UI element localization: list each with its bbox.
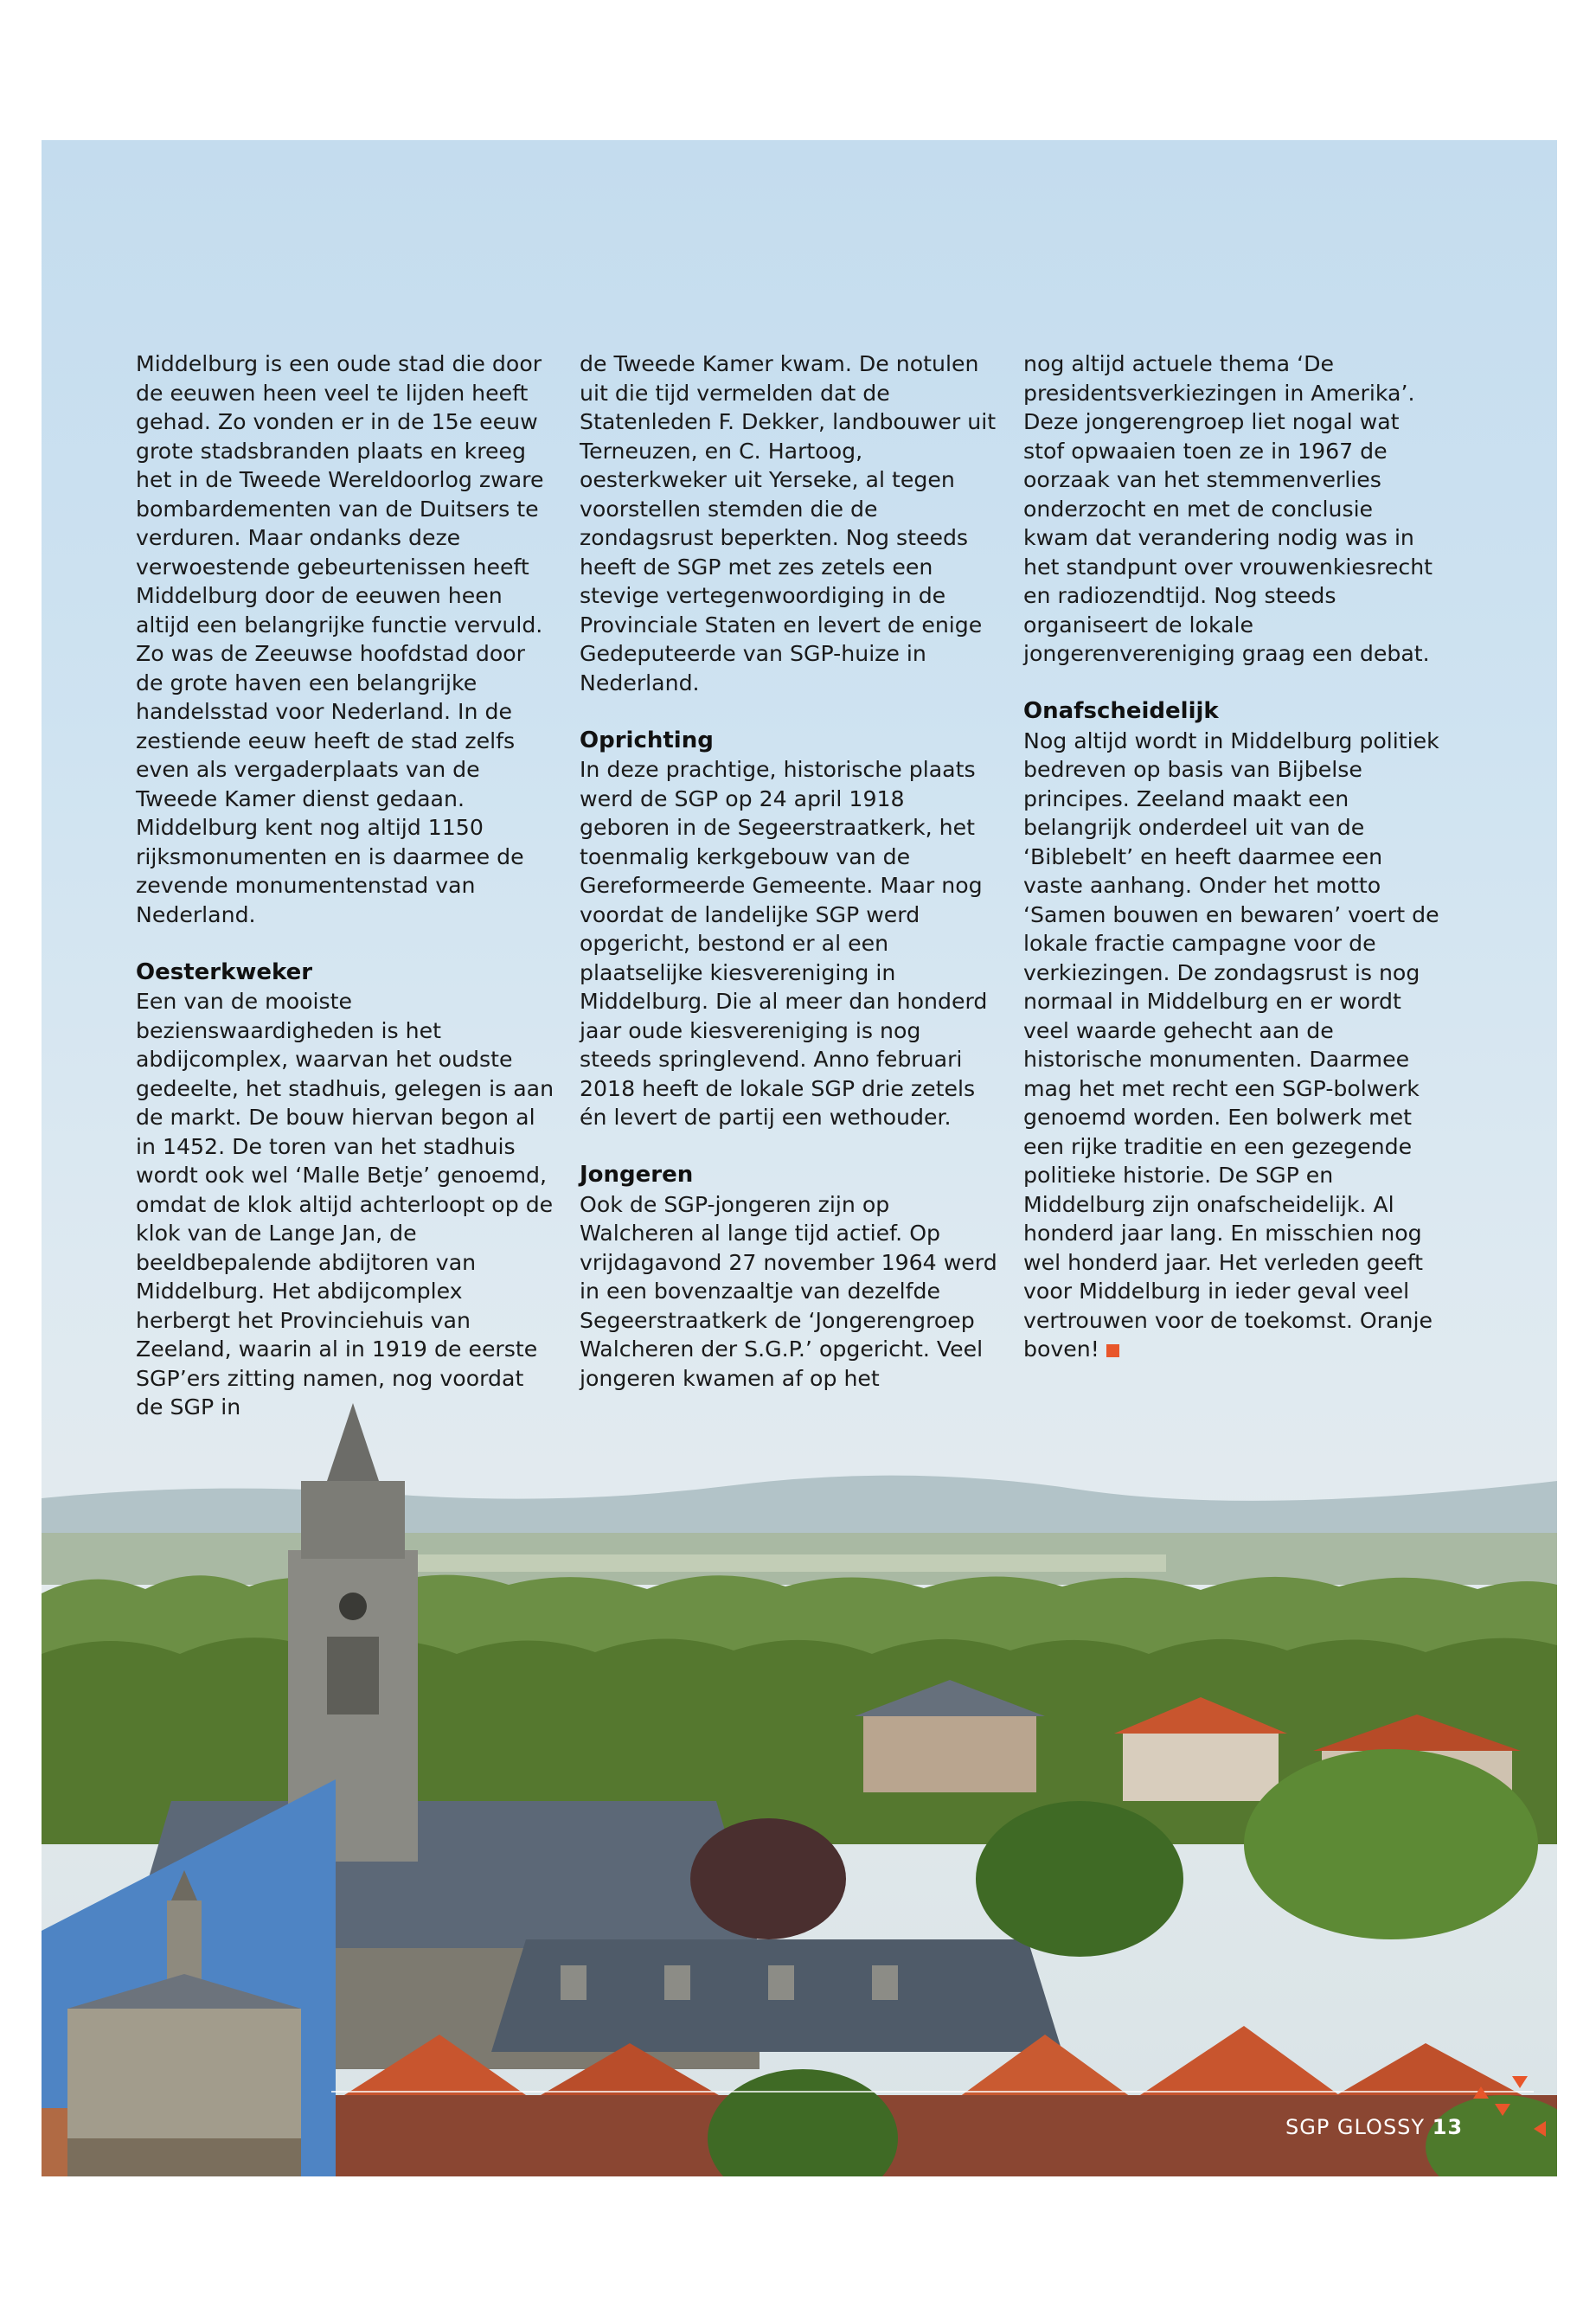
- subheading-jongeren: Jongeren: [580, 1162, 694, 1188]
- text-column-2: [580, 349, 999, 1393]
- decorative-triangle: [1495, 2104, 1510, 2116]
- city-hall-inset: [42, 1779, 336, 2176]
- paragraph: [1023, 727, 1443, 1364]
- decorative-triangle: [1534, 2121, 1546, 2137]
- decorative-triangle: [1473, 2086, 1489, 2099]
- subheading-oprichting: Oprichting: [580, 727, 714, 753]
- decorative-triangle: [1512, 2076, 1528, 2088]
- text-column-3: [1023, 349, 1443, 1364]
- paragraph: Ook de SGP-jongeren zijn op Walcheren al lange tijd actief. Op vrijdagavond 27 november 1964 werd in een bovenzaaltje van dezelfde Segeerstraatkerk de ‘Jongerengroep Walcheren der S.G.P.’ opgericht. Veel jongeren kwamen af op het: [580, 1191, 997, 1391]
- subheading-onafscheidelijk: Onafscheidelijk: [1023, 698, 1219, 724]
- magazine-name: SGP GLOSSY: [1285, 2115, 1426, 2139]
- paragraph: In deze prachtige, historische plaats werd de SGP op 24 april 1918 geboren in de Segeerstraatkerk, het toenmalig kerkgebouw van de Gereformeerde Gemeente. Maar nog voordat de landelijke SGP werd opgericht, bestond er al een plaatselijke kiesvereniging in Middelburg. Die al meer dan honderd jaar oude kiesvereniging is nog steeds springlevend. Anno februari 2018 heeft de lokale SGP drie zetels én levert de partij een wethouder.: [580, 757, 988, 1130]
- paragraph-gap: [580, 697, 999, 727]
- paragraph: nog altijd actuele thema ‘De presidentsverkiezingen in Amerika’. Deze jongerengroep liet nogal wat stof opwaaien toen ze in 1967 de oorzaak van het stemmenverlies onderzocht en met de conclusie kwam dat verandering nodig was in het standpunt over vrouwenkiesrecht en radiozendtijd. Nog steeds organiseert de lokale jongerenvereniging graag een debat.: [1023, 351, 1433, 666]
- paragraph-gap: [580, 1132, 999, 1162]
- text-column-1: [136, 349, 555, 1422]
- page-number: 13: [1432, 2115, 1464, 2139]
- paragraph: Middelburg is een oude stad die door de eeuwen heen veel te lijden heeft gehad. Zo vonden er in de 15e eeuw grote stadsbranden plaats en kreeg het in de Tweede Wereldoorlog zware bombardementen van de Duitsers te verduren. Maar ondanks deze verwoestende gebeurtenissen heeft Middelburg door de eeuwen heen altijd een belangrijke functie vervuld. Zo was de Zeeuwse hoofdstad door de grote haven een belangrijke handelsstad voor Nederland. In de zestiende eeuw heeft de stad zelfs even als vergaderplaats van de Tweede Kamer dienst gedaan. Middelburg kent nog altijd 1150 rijksmonumenten en is daarmee de zevende monumentenstad van Nederland.: [136, 351, 544, 927]
- subheading-oesterkweker: Oesterkweker: [136, 958, 313, 985]
- page-footer: [1285, 2115, 1463, 2139]
- paragraph-gap: [136, 929, 555, 958]
- paragraph: Een van de mooiste bezienswaardigheden is het abdijcomplex, waarvan het oudste gedeelte, het stadhuis, gelegen is aan de markt. De bouw hiervan begon al in 1452. De toren van het stadhuis wordt ook wel ‘Malle Betje’ genoemd, omdat de klok altijd achterloopt op de klok van de Lange Jan, de beeldbepalende abdijtoren van Middelburg. Het abdijcomplex herbergt het Provinciehuis van Zeeland, waarin al in 1919 de eerste SGP’ers zitting namen, nog voordat de SGP in: [136, 989, 554, 1420]
- footer-rule: [331, 2091, 1534, 2093]
- article-panel: [42, 140, 1557, 2176]
- end-of-article-mark: [1106, 1344, 1119, 1357]
- paragraph-gap: [1023, 669, 1443, 698]
- closing-paragraph-text: Nog altijd wordt in Middelburg politiek bedreven op basis van Bijbelse principes. Zeeland maakt een belangrijk onderdeel uit van de ‘Biblebelt’ en heeft daarmee een vaste aanhang. Onder het motto ‘Samen bouwen en bewaren’ voert de lokale fractie campagne voor de verkiezingen. De zondagsrust is nog normaal in Middelburg en er wordt veel waarde gehecht aan de historische monumenten. Daarmee mag het met recht een SGP-bolwerk genoemd worden. Een bolwerk met een rijke traditie en een gezegende politieke historie. De SGP en Middelburg zijn onafscheidelijk. Al honderd jaar lang. En misschien nog wel honderd jaar. Het verleden geeft voor Middelburg in ieder geval veel vertrouwen voor de toekomst. Oranje boven!: [1023, 727, 1439, 1362]
- paragraph: de Tweede Kamer kwam. De notulen uit die tijd vermelden dat de Statenleden F. Dekker, landbouwer uit Terneuzen, en C. Hartoog, oesterkweker uit Yerseke, al tegen voorstellen stemden die de zondagsrust beperkten. Nog steeds heeft de SGP met zes zetels een stevige vertegenwoordiging in de Provinciale Staten en levert de enige Gedeputeerde van SGP-huize in Nederland.: [580, 351, 997, 695]
